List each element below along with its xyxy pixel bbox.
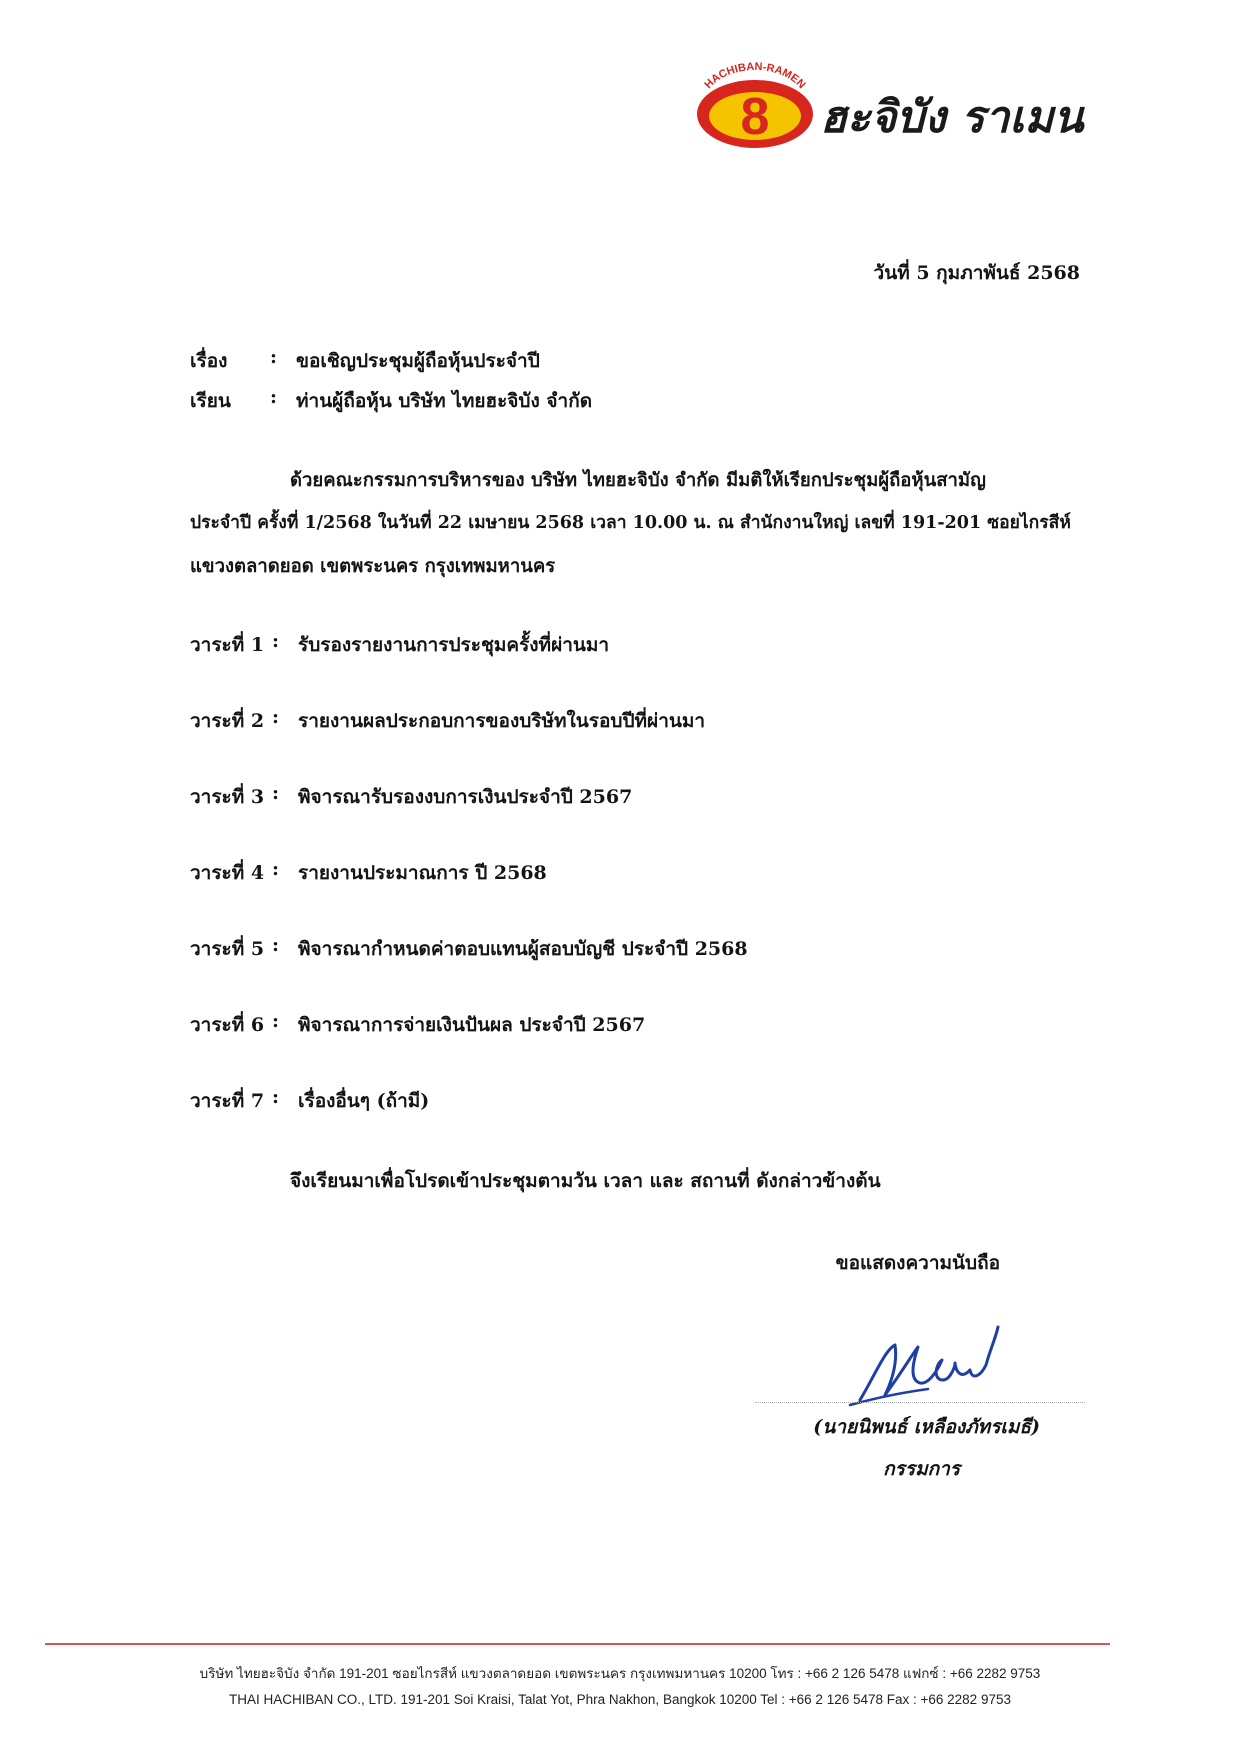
agenda-label: วาระที่ 7 — [190, 1090, 265, 1112]
agenda-colon: : — [272, 782, 280, 804]
regards-text: ขอแสดงความนับถือ — [835, 1252, 1000, 1274]
agenda-label: วาระที่ 1 — [190, 634, 265, 656]
recipient-row — [190, 386, 592, 416]
agenda-text: รายงานประมาณการ ปี 2568 — [298, 862, 547, 884]
agenda-colon: : — [272, 706, 280, 728]
hachiban-logo-icon — [685, 62, 1125, 152]
agenda-text: รายงานผลประกอบการของบริษัทในรอบปีที่ผ่านมา — [298, 710, 706, 732]
subject-value: ขอเชิญประชุมผู้ถือหุ้นประจำปี — [296, 350, 540, 372]
company-logo — [685, 62, 1125, 152]
body-line-1: ด้วยคณะกรรมการบริหารของ บริษัท ไทยฮะจิบัง จำกัด มีมติให้เรียกประชุมผู้ถือหุ้นสามัญ — [290, 470, 986, 491]
agenda-item — [190, 1010, 645, 1040]
agenda-text: รับรองรายงานการประชุมครั้งที่ผ่านมา — [298, 634, 610, 656]
subject-row — [190, 346, 540, 376]
agenda-label: วาระที่ 5 — [190, 938, 265, 960]
subject-label: เรื่อง — [190, 350, 228, 372]
agenda-colon: : — [272, 934, 280, 956]
recipient-colon: : — [270, 386, 278, 408]
agenda-text: เรื่องอื่นๆ (ถ้ามี) — [298, 1090, 430, 1112]
agenda-item — [190, 934, 748, 964]
logo-numeral: 8 — [740, 88, 770, 146]
agenda-colon: : — [272, 1010, 280, 1032]
recipient-label: เรียน — [190, 390, 231, 412]
logo-brand-text: ฮะจิบัง ราเมน — [820, 92, 1084, 143]
agenda-item — [190, 706, 705, 736]
handwritten-signature-icon — [840, 1305, 1020, 1415]
footer-address-thai: บริษัท ไทยฮะจิบัง จำกัด 191-201 ซอยไกรสีห์ แขวงตลาดยอด เขตพระนคร กรุงเทพมหานคร 10200 โทร : +66 2 126 5478 แฟกซ์ : +66 2282 9753 — [199, 1666, 1041, 1681]
signer-name: (นายนิพนธ์ เหลืองภัทรเมธี) — [813, 1416, 1040, 1438]
agenda-label: วาระที่ 2 — [190, 710, 265, 732]
body-line-3: แขวงตลาดยอด เขตพระนคร กรุงเทพมหานคร — [190, 556, 556, 577]
body-line-2: ประจำปี ครั้งที่ 1/2568 ในวันที่ 22 เมษายน 2568 เวลา 10.00 น. ณ สำนักงานใหญ่ เลขที่ 191-201 ซอยไกรสีห์ — [190, 513, 1071, 533]
agenda-text: พิจารณาการจ่ายเงินปันผล ประจำปี 2567 — [298, 1014, 646, 1036]
signer-title: กรรมการ — [883, 1458, 960, 1480]
agenda-label: วาระที่ 6 — [190, 1014, 265, 1036]
logo-arc-text: HACHIBAN-RAMEN — [702, 62, 808, 92]
agenda-colon: : — [272, 858, 280, 880]
agenda-text: พิจารณารับรองงบการเงินประจำปี 2567 — [298, 786, 633, 808]
letter-date: วันที่ 5 กุมภาพันธ์ 2568 — [873, 262, 1080, 284]
signature — [840, 1305, 1020, 1415]
subject-colon: : — [270, 346, 278, 368]
agenda-colon: : — [272, 630, 280, 652]
agenda-item — [190, 630, 609, 660]
footer-address-english: THAI HACHIBAN CO., LTD. 191-201 Soi Kraisi, Talat Yot, Phra Nakhon, Bangkok 10200 Tel : +66 2 126 5478 Fax : +66 2282 9753 — [229, 1692, 1011, 1707]
agenda-label: วาระที่ 4 — [190, 862, 265, 884]
agenda-text: พิจารณากำหนดค่าตอบแทนผู้สอบบัญชี ประจำปี 2568 — [298, 938, 748, 960]
agenda-label: วาระที่ 3 — [190, 786, 265, 808]
signature-line — [755, 1402, 1085, 1403]
agenda-item — [190, 782, 632, 812]
footer-divider — [45, 1643, 1110, 1645]
recipient-value: ท่านผู้ถือหุ้น บริษัท ไทยฮะจิบัง จำกัด — [296, 390, 593, 412]
closing-line: จึงเรียนมาเพื่อโปรดเข้าประชุมตามวัน เวลา และ สถานที่ ดังกล่าวข้างต้น — [290, 1170, 881, 1192]
agenda-colon: : — [272, 1086, 280, 1108]
agenda-item — [190, 1086, 429, 1116]
agenda-item — [190, 858, 547, 888]
